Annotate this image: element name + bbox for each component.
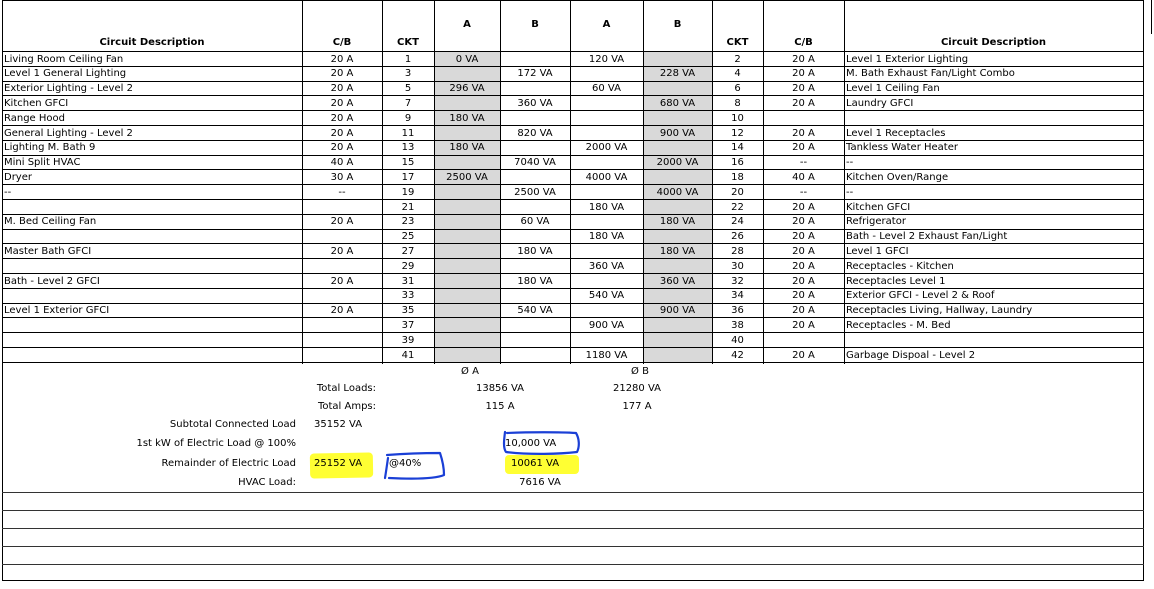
breaker-size-right: 20 A (792, 97, 815, 109)
circuit-number-right: 42 (731, 349, 744, 361)
breaker-size-left: 20 A (330, 97, 354, 109)
phase-b-load-left: 180 VA (517, 275, 553, 287)
phase-a-load-right: 180 VA (588, 201, 625, 213)
circuit-number-left: 19 (401, 186, 415, 198)
circuit-description-left: Kitchen GFCI (4, 97, 69, 109)
breaker-size-right: -- (799, 186, 808, 198)
column-divider (844, 0, 845, 364)
breaker-size-right: 20 A (792, 305, 815, 317)
circuit-description-left: General Lighting - Level 2 (4, 127, 133, 139)
blank-form-line (2, 564, 1144, 565)
breaker-size-right: 20 A (792, 83, 815, 95)
breaker-size-left: 20 A (330, 142, 354, 154)
phase-a-load-right: 120 VA (588, 53, 625, 65)
circuit-description-left: -- (4, 186, 12, 198)
circuit-number-left: 27 (401, 245, 415, 257)
breaker-size-left: 20 A (330, 53, 354, 65)
circuit-description-left: Dryer (4, 171, 32, 183)
phase-a-load-right: 2000 VA (585, 142, 628, 154)
breaker-size-right: 20 A (792, 349, 815, 361)
circuit-description-right: Receptacles - M. Bed (846, 319, 951, 331)
circuit-number-right: 10 (731, 112, 744, 124)
breaker-size-left: 20 A (330, 83, 354, 95)
header-circuit-number-right: CKT (726, 37, 749, 48)
header-circuit-description-right: Circuit Description (940, 37, 1047, 48)
circuit-description-right: Tankless Water Heater (846, 142, 958, 154)
breaker-size-right: 40 A (792, 171, 815, 183)
circuit-description-right: Level 1 Receptacles (846, 127, 946, 139)
phase-b-load-left: 180 VA (517, 245, 553, 257)
circuit-description-left: Lighting M. Bath 9 (4, 142, 96, 154)
circuit-number-left: 35 (401, 305, 415, 317)
phase-b-load-right: 180 VA (659, 245, 696, 257)
breaker-size-right: 20 A (792, 127, 815, 139)
circuit-number-left: 39 (401, 334, 415, 346)
breaker-size-right: 20 A (792, 216, 815, 228)
phase-a-load-left: 2500 VA (446, 171, 488, 183)
circuit-description-right: -- (846, 186, 854, 198)
phase-b-load-right: 2000 VA (656, 157, 699, 169)
circuit-number-right: 30 (731, 260, 744, 272)
circuit-description-left: Exterior Lighting - Level 2 (4, 83, 133, 95)
header-phase-a-right: A (602, 19, 611, 30)
circuit-number-right: 8 (734, 97, 741, 109)
phase-b-load-left: 60 VA (520, 216, 550, 228)
circuit-number-right: 14 (731, 142, 744, 154)
circuit-description-right: -- (846, 157, 854, 169)
circuit-description-left: Range Hood (4, 112, 65, 124)
phase-b-load-left: 7040 VA (514, 157, 556, 169)
blank-form-line (2, 546, 1144, 547)
phase-b-load-left: 172 VA (517, 68, 553, 80)
circuit-description-left: Mini Split HVAC (4, 157, 81, 169)
circuit-number-left: 25 (401, 231, 415, 243)
remainder-load-value: 25152 VA (314, 458, 363, 469)
circuit-description-right: Receptacles Level 1 (846, 275, 946, 287)
phase-b-load-right: 680 VA (659, 97, 696, 109)
breaker-size-right: 20 A (792, 245, 815, 257)
circuit-description-right: Laundry GFCI (846, 97, 914, 109)
phase-b-load-right: 4000 VA (656, 186, 699, 198)
circuit-number-left: 17 (401, 171, 415, 183)
phase-a-load-right: 4000 VA (585, 171, 628, 183)
breaker-size-left: 20 A (330, 112, 354, 124)
phase-a-load-right: 540 VA (588, 290, 625, 302)
circuit-description-left: Bath - Level 2 GFCI (4, 275, 100, 287)
circuit-description-left: M. Bed Ceiling Fan (4, 216, 97, 228)
circuit-number-right: 32 (731, 275, 744, 287)
breaker-size-left: 20 A (330, 245, 354, 257)
total-loads-label: Total Loads: (316, 383, 376, 394)
circuit-description-right: Receptacles Living, Hallway, Laundry (846, 305, 1033, 317)
header-phase-b-left: B (531, 19, 539, 30)
phase-a-load-right: 60 VA (592, 83, 621, 95)
circuit-number-left: 5 (404, 83, 412, 95)
circuit-description-right: Level 1 Exterior Lighting (846, 53, 969, 65)
circuit-number-right: 38 (731, 319, 744, 331)
circuit-description-right: Kitchen Oven/Range (846, 171, 949, 183)
breaker-size-right: 20 A (792, 142, 815, 154)
sheet-edge-tick (1151, 0, 1152, 34)
breaker-size-right: 20 A (792, 201, 815, 213)
breaker-size-right: -- (799, 157, 808, 169)
circuit-number-left: 23 (401, 216, 415, 228)
phase-b-load-left: 540 VA (517, 305, 553, 317)
total-amps-label: Total Amps: (317, 401, 376, 412)
phase-a-load-left: 180 VA (449, 112, 485, 124)
circuit-number-left: 31 (401, 275, 415, 287)
circuit-description-right: Exterior GFCI - Level 2 & Roof (846, 290, 995, 302)
phase-a-load-left: 180 VA (449, 142, 485, 154)
circuit-number-right: 18 (731, 171, 744, 183)
phase-a-load-left: 0 VA (455, 53, 479, 65)
first-kw-label: 1st kW of Electric Load @ 100% (136, 438, 296, 449)
breaker-size-right: 20 A (792, 53, 815, 65)
header-breaker-right: C/B (794, 37, 813, 48)
circuit-description-right: Garbage Dispoal - Level 2 (846, 349, 976, 361)
circuit-number-right: 6 (734, 83, 741, 95)
phase-a-load-right: 180 VA (588, 231, 625, 243)
circuit-number-right: 22 (731, 201, 744, 213)
circuit-number-right: 12 (731, 127, 744, 139)
subtotal-connected-load-value: 35152 VA (314, 419, 363, 430)
circuit-number-left: 33 (401, 290, 415, 302)
remainder-result-value: 10061 VA (511, 458, 560, 469)
circuit-number-left: 41 (401, 349, 415, 361)
breaker-size-right: 20 A (792, 260, 815, 272)
header-phase-a-left: A (463, 19, 471, 30)
breaker-size-right: 20 A (792, 275, 815, 287)
breaker-size-left: 20 A (330, 305, 354, 317)
blank-form-line (2, 528, 1144, 529)
breaker-size-right: 20 A (792, 68, 815, 80)
breaker-size-left: 20 A (330, 68, 354, 80)
phase-b-load-left: 820 VA (517, 127, 553, 139)
breaker-size-right: 20 A (792, 231, 815, 243)
breaker-size-right: 20 A (792, 290, 815, 302)
phase-b-load-right: 228 VA (659, 68, 696, 80)
breaker-size-right: 20 A (792, 319, 815, 331)
circuit-number-left: 9 (404, 112, 412, 124)
circuit-number-right: 24 (731, 216, 744, 228)
summary-phase-b-label: Ø B (631, 366, 649, 377)
remainder-load-label: Remainder of Electric Load (161, 458, 296, 469)
circuit-number-left: 37 (401, 319, 415, 331)
breaker-size-left: 20 A (330, 275, 354, 287)
first-kw-value: 10,000 VA (505, 438, 557, 449)
circuit-description-right: Refrigerator (846, 216, 906, 228)
circuit-description-left: Master Bath GFCI (4, 245, 92, 257)
circuit-number-right: 20 (731, 186, 744, 198)
header-breaker-left: C/B (332, 37, 352, 48)
circuit-number-right: 2 (734, 53, 741, 65)
circuit-description-right: Bath - Level 2 Exhaust Fan/Light (846, 231, 1008, 243)
subtotal-connected-load-label: Subtotal Connected Load (169, 419, 296, 430)
blank-form-line (2, 492, 1144, 493)
hvac-load-value: 7616 VA (519, 477, 561, 488)
phase-b-load-right: 900 VA (659, 127, 696, 139)
circuit-number-right: 4 (734, 68, 741, 80)
circuit-number-left: 11 (401, 127, 415, 139)
circuit-description-right: M. Bath Exhaust Fan/Light Combo (846, 68, 1015, 80)
circuit-number-left: 15 (401, 157, 415, 169)
circuit-number-right: 28 (731, 245, 744, 257)
phase-b-load-left: 360 VA (517, 97, 553, 109)
circuit-number-right: 34 (731, 290, 744, 302)
circuit-number-left: 7 (404, 97, 412, 109)
circuit-number-left: 21 (401, 201, 415, 213)
circuit-number-left: 3 (404, 68, 412, 80)
breaker-size-left: 40 A (330, 157, 354, 169)
circuit-number-right: 40 (731, 334, 744, 346)
phase-a-load-right: 1180 VA (585, 349, 628, 361)
phase-a-load-left: 296 VA (449, 83, 485, 95)
blank-form-line (2, 510, 1144, 511)
total-amps-phase-b: 177 A (622, 401, 652, 412)
phase-b-load-left: 2500 VA (514, 186, 556, 198)
phase-a-load-right: 900 VA (588, 319, 625, 331)
header-circuit-description-left: Circuit Description (99, 37, 205, 48)
breaker-size-left: 30 A (330, 171, 354, 183)
circuit-description-right: Level 1 GFCI (846, 245, 909, 257)
header-circuit-number-left: CKT (397, 37, 419, 48)
circuit-number-left: 1 (404, 53, 412, 65)
breaker-size-left: 20 A (330, 216, 354, 228)
phase-b-load-right: 900 VA (659, 305, 696, 317)
phase-b-load-right: 180 VA (659, 216, 696, 228)
phase-b-load-right: 360 VA (659, 275, 696, 287)
remainder-percentage: @40% (389, 458, 422, 469)
header-phase-b-right: B (673, 19, 682, 30)
circuit-number-left: 29 (401, 260, 415, 272)
circuit-description-right: Receptacles - Kitchen (846, 260, 954, 272)
circuit-number-right: 26 (731, 231, 744, 243)
circuit-number-right: 16 (731, 157, 744, 169)
total-amps-phase-a: 115 A (485, 401, 515, 412)
circuit-description-left: Living Room Ceiling Fan (4, 53, 124, 65)
phase-a-load-right: 360 VA (588, 260, 625, 272)
circuit-description-left: Level 1 General Lighting (4, 68, 127, 80)
total-loads-phase-a: 13856 VA (475, 383, 525, 394)
circuit-description-left: Level 1 Exterior GFCI (4, 305, 110, 317)
summary-phase-a-label: Ø A (461, 366, 479, 377)
circuit-description-right: Level 1 Ceiling Fan (846, 83, 940, 95)
breaker-size-left: -- (338, 186, 346, 198)
circuit-number-right: 36 (731, 305, 744, 317)
breaker-size-left: 20 A (330, 127, 354, 139)
circuit-number-left: 13 (401, 142, 415, 154)
total-loads-phase-b: 21280 VA (612, 383, 662, 394)
circuit-description-right: Kitchen GFCI (846, 201, 911, 213)
hvac-load-label: HVAC Load: (238, 477, 296, 488)
